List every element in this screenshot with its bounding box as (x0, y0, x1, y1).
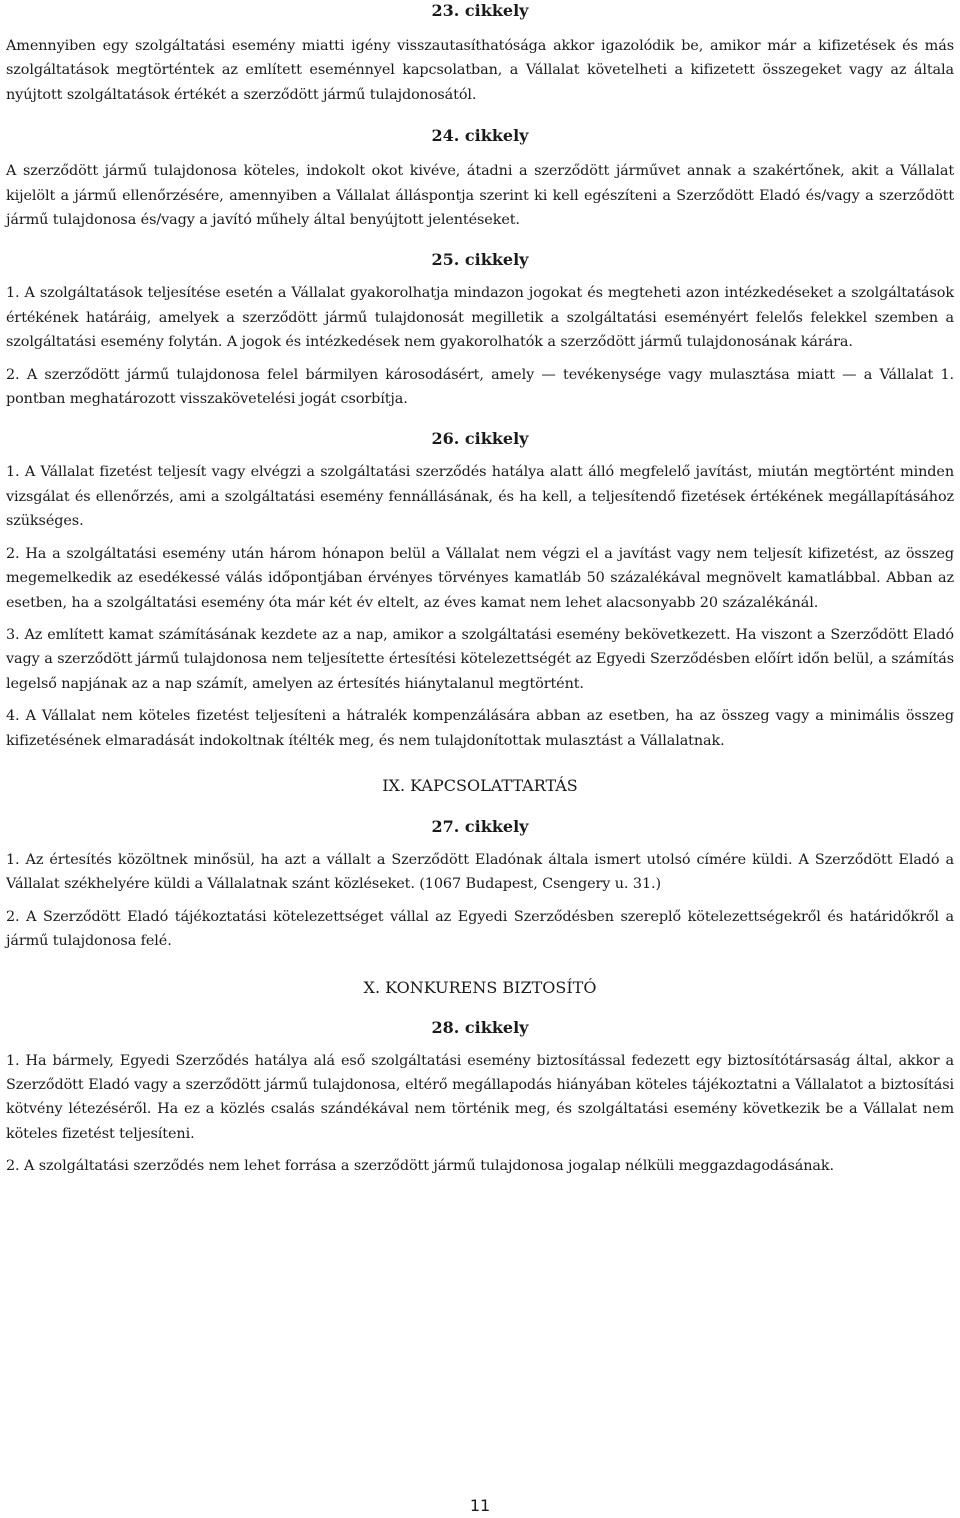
article-25-paragraph-2: 2. A szerződött jármű tulajdonosa felel bármilyen károsodásért, amely — tevékenysége vagy mulasztása miatt — a Vállalat 1. pontban meghatározott visszakövetelési jogát csorbítja. (6, 366, 954, 408)
article-24-paragraph-1: A szerződött jármű tulajdonosa köteles, indokolt okot kivéve, átadni a szerződött járművet annak a szakértőnek, akit a Vállalat kijelölt a jármű ellenőrzésére, amennyiben a Vállalat álláspontja szerint ki kell egészíteni a Szerződött Eladó és/vagy a szerződött jármű tulajdonosa és/vagy a javító műhely által benyújtott jelentéseket. (6, 163, 954, 229)
article-28-title: 28. cikkely (431, 1017, 529, 1037)
article-27-paragraph-2: 2. A Szerződött Eladó tájékoztatási kötelezettséget vállal az Egyedi Szerződésben szereplő kötelezettségekről és határidőkről a jármű tulajdonosa felé. (6, 908, 954, 950)
article-25-paragraph-1: 1. A szolgáltatások teljesítése esetén a Vállalat gyakorolhatja mindazon jogokat és megteheti azon intézkedéseket a szolgáltatások értékének határáig, amelyek a szerződött jármű tulajdonosát megilletik a szolgáltatási eseményért felelős felekkel szemben a szolgáltatási esemény folytán. A jogok és intézkedések nem gyakorolhatók a szerződött jármű tulajdonosának kárára. (6, 285, 954, 351)
page-number: 11 (469, 1496, 491, 1515)
article-25-title: 25. cikkely (431, 250, 529, 270)
article-26-paragraph-4: 4. A Vállalat nem köteles fizetést teljesíteni a hátralék kompenzálására abban az esetben, ha az összeg vagy a minimális összeg kifizetésének elmaradását indokoltnak ítélték meg, és nem tulajdonítottak mulasztást a Vállalatnak. (6, 708, 954, 749)
article-24-title: 24. cikkely (431, 126, 529, 146)
chapter-x-title: X. KONKURENS BIZTOSÍTÓ (363, 977, 597, 997)
document-page (6, 0, 954, 1179)
article-28-paragraph-2: 2. A szolgáltatási szerződés nem lehet forrása a szerződött jármű tulajdonosa jogalap nélküli meggazdagodásának. (6, 1158, 834, 1175)
article-26-paragraph-3: 3. Az említett kamat számításának kezdete az a nap, amikor a szolgáltatási esemény bekövetkezett. Ha viszont a Szerződött Eladó vagy a szerződött jármű tulajdonosa nem teljesítette értesítési kötelezettségét az Egyedi Szerződésben előírt időn belül, a számítás legelső napjának az a nap számít, amelyen az értesítés hiánytalanul megtörtént. (6, 626, 954, 692)
article-26-paragraph-1: 1. A Vállalat fizetést teljesít vagy elvégzi a szolgáltatási szerződés hatálya alatt álló megfelelő javítást, miután megtörtént minden vizsgálat és ellenőrzés, ami a szolgáltatási esemény fennállásának, és ha kell, a teljesítendő fizetések értékének megállapításához szükséges. (6, 464, 954, 530)
article-26-title: 26. cikkely (431, 429, 529, 449)
article-27-title: 27. cikkely (431, 816, 529, 836)
article-23-title: 23. cikkely (431, 1, 529, 20)
chapter-ix-title: IX. KAPCSOLATTARTÁS (382, 775, 578, 795)
article-28-paragraph-1: 1. Ha bármely, Egyedi Szerződés hatálya alá eső szolgáltatási esemény biztosítással fedezett egy biztosítótársaság által, akkor a Szerződött Eladó vagy a szerződött jármű tulajdonosa, eltérő megállapodás hiányában köteles tájékoztatni a Vállalatot a biztosítási kötvény létezéséről. Ha ez a közlés csalás szándékával nem történik meg, és szolgáltatási esemény következik be a Vállalat nem köteles fizetést teljesíteni. (6, 1052, 954, 1142)
article-26-paragraph-2: 2. Ha a szolgáltatási esemény után három hónapon belül a Vállalat nem végzi el a javítást vagy nem teljesít kifizetést, az összeg megemelkedik az esedékessé válás időpontjában érvényes törvényes kamatláb 50 százalékával megnövelt kamatlábbal. Abban az esetben, ha a szolgáltatási esemény óta már két év eltelt, az éves kamat nem lehet alacsonyabb 20 százalékánál. (6, 545, 954, 611)
article-27-paragraph-1: 1. Az értesítés közöltnek minősül, ha azt a vállalt a Szerződött Eladónak általa ismert utolsó címére küldi. A Szerződött Eladó a Vállalat székhelyére küldi a Vállalatnak szánt közléseket. (1067 Budapest, Csengery u. 31.) (6, 851, 954, 893)
article-23-paragraph-1: Amennyiben egy szolgáltatási esemény miatti igény visszautasíthatósága akkor igazolódik be, amikor már a kifizetések és más szolgáltatások megtörténtek az említett eseménnyel kapcsolatban, a Vállalat követelheti a kifizetett összegeket vagy az általa nyújtott szolgáltatások értékét a szerződött jármű tulajdonosától. (6, 38, 954, 103)
